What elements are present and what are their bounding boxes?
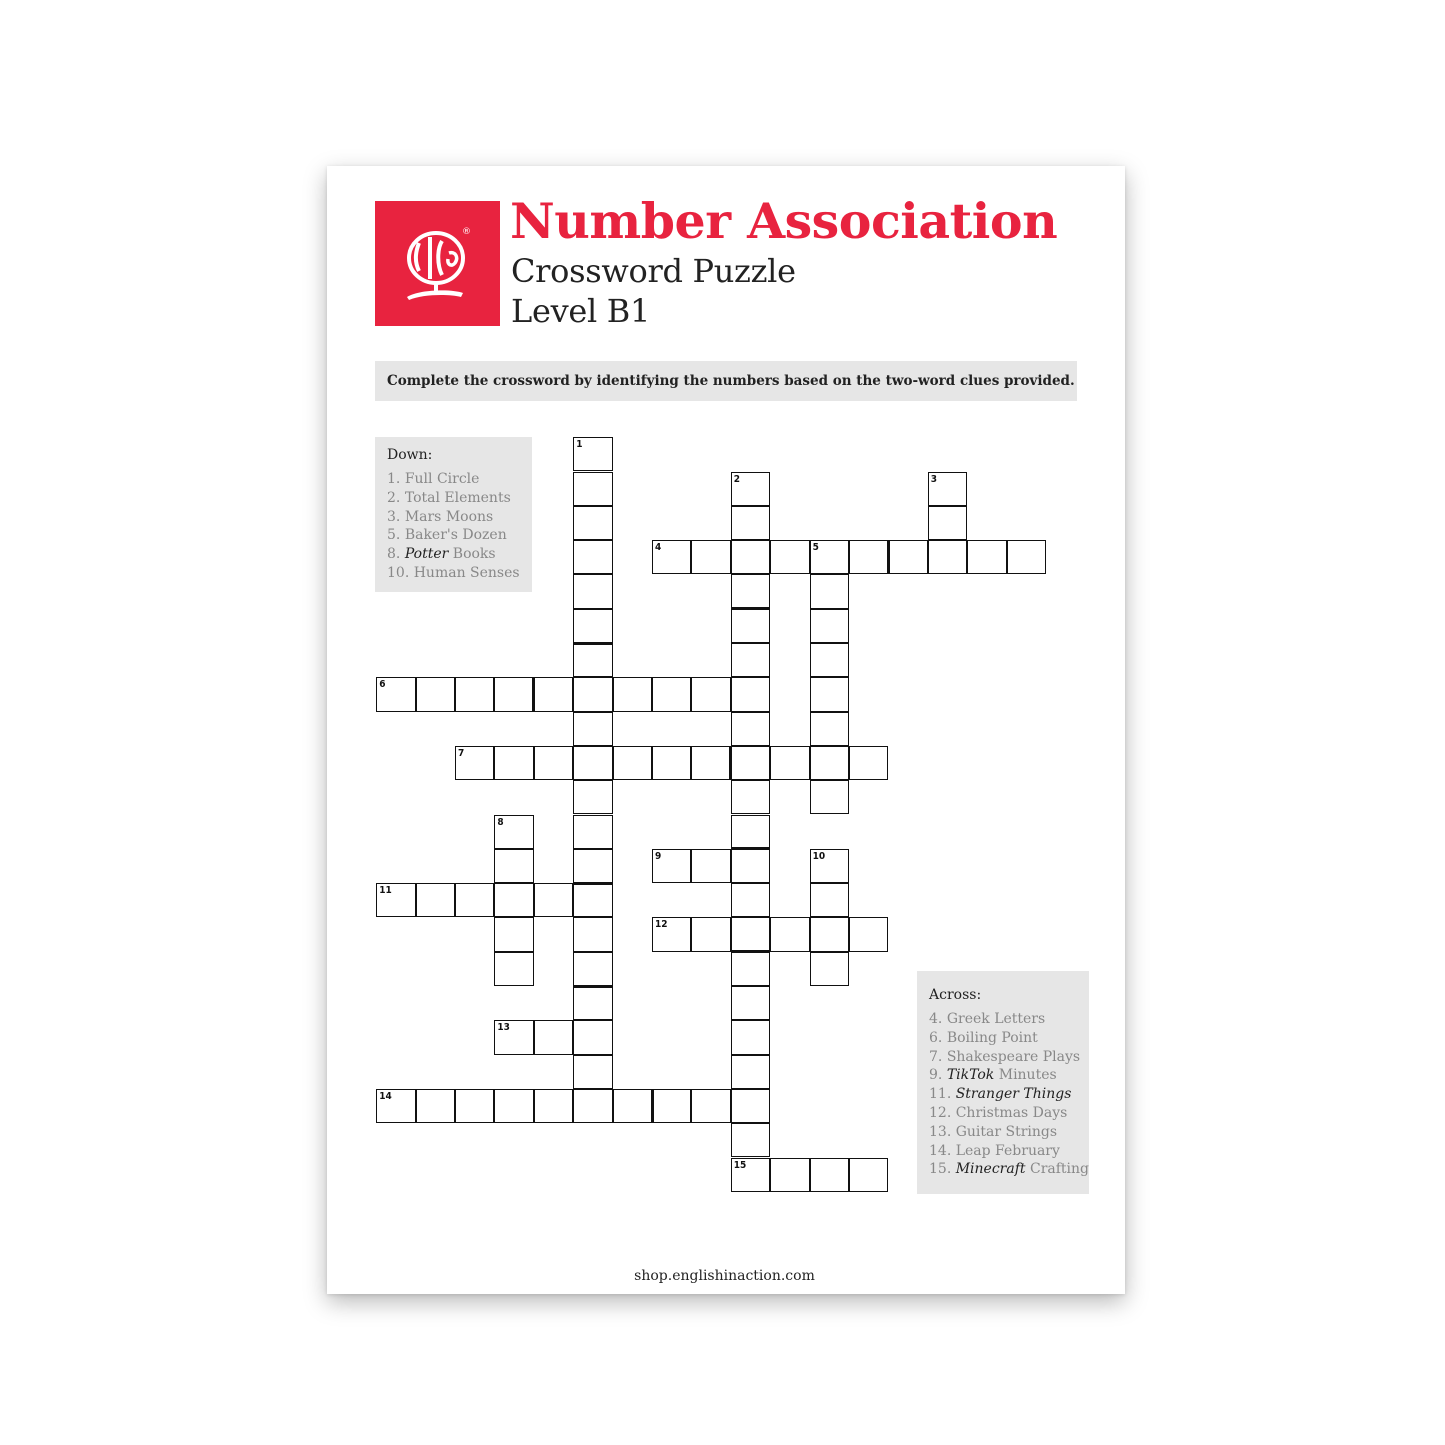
crossword-cell[interactable] xyxy=(731,1055,770,1089)
word-break-line xyxy=(573,985,612,988)
crossword-cell[interactable] xyxy=(573,986,612,1020)
crossword-cell[interactable] xyxy=(731,780,770,814)
clue-text: Boiling Point xyxy=(946,1029,1038,1046)
crossword-cell[interactable] xyxy=(691,540,730,574)
clue-number-label: 6 xyxy=(379,679,386,691)
clue-number: 8. xyxy=(387,546,405,563)
crossword-cell[interactable] xyxy=(494,1089,533,1123)
crossword-cell[interactable] xyxy=(731,1020,770,1054)
crossword-cell[interactable] xyxy=(652,677,691,711)
crossword-cell[interactable] xyxy=(494,917,533,951)
clue-number-label: 13 xyxy=(497,1022,510,1034)
crossword-cell[interactable] xyxy=(731,883,770,917)
crossword-cell[interactable] xyxy=(573,506,612,540)
clue-text: Greek Letters xyxy=(946,1011,1046,1027)
crossword-cell[interactable] xyxy=(494,746,533,780)
clue-number-label: 2 xyxy=(733,473,741,485)
clue-number: 10. xyxy=(387,564,414,581)
crossword-cell[interactable] xyxy=(849,540,888,574)
crossword-cell[interactable] xyxy=(967,540,1006,574)
crossword-cell[interactable] xyxy=(534,746,573,780)
clue-number: 13. xyxy=(929,1123,956,1140)
crossword-cell[interactable] xyxy=(1007,540,1046,574)
crossword-cell[interactable] xyxy=(849,917,888,951)
crossword-cell[interactable] xyxy=(928,472,967,506)
down-heading: Down: xyxy=(387,447,433,463)
word-break-line xyxy=(887,540,890,574)
crossword-cell[interactable] xyxy=(376,1089,415,1123)
clue-text: Christmas Days xyxy=(955,1104,1068,1121)
crossword-cell[interactable] xyxy=(573,815,612,849)
crossword-cell[interactable] xyxy=(494,677,533,711)
clue-number-label: 8 xyxy=(497,816,504,828)
crossword-cell[interactable] xyxy=(416,677,455,711)
clue-number: 3. xyxy=(387,508,405,525)
clue-number: 7. xyxy=(929,1048,947,1065)
crossword-cell[interactable] xyxy=(810,643,849,677)
crossword-cell[interactable] xyxy=(928,540,967,574)
crossword-cell[interactable] xyxy=(731,609,770,643)
crossword-cell[interactable] xyxy=(573,540,612,574)
footer-url: shop.englishinaction.com xyxy=(634,1268,815,1284)
crossword-cell[interactable] xyxy=(731,815,770,849)
clue-text: Shakespeare Plays xyxy=(946,1048,1081,1065)
crossword-cell[interactable] xyxy=(573,1020,612,1054)
crossword-cell[interactable] xyxy=(455,746,494,780)
crossword-cell[interactable] xyxy=(691,849,730,883)
clue-number-label: 1 xyxy=(576,439,583,451)
clue-title-italic: Potter xyxy=(404,546,449,563)
crossword-cell[interactable] xyxy=(652,849,691,883)
crossword-cell[interactable] xyxy=(770,540,809,574)
crossword-cell[interactable] xyxy=(613,746,652,780)
word-break-line xyxy=(532,677,535,711)
word-break-line xyxy=(731,607,770,610)
clue-text: Books xyxy=(448,546,496,563)
crossword-cell[interactable] xyxy=(573,712,612,746)
crossword-cell[interactable] xyxy=(810,677,849,711)
crossword-cell[interactable] xyxy=(928,506,967,540)
instructions-banner: Complete the crossword by identifying the numbers based on the two-word clues provided. xyxy=(375,361,1077,401)
clue-number-label: 12 xyxy=(655,919,668,931)
crossword-cell[interactable] xyxy=(376,677,415,711)
clue-text: Minutes xyxy=(994,1067,1057,1084)
clue-number-label: 10 xyxy=(812,850,826,862)
crossword-cell[interactable] xyxy=(731,849,770,883)
crossword-cell[interactable] xyxy=(573,677,612,711)
crossword-cell[interactable] xyxy=(731,574,770,608)
crossword-cell[interactable] xyxy=(731,917,770,951)
crossword-cell[interactable] xyxy=(573,574,612,608)
clue-number: 5. xyxy=(387,527,405,544)
crossword-cell[interactable] xyxy=(810,609,849,643)
clue-number-label: 15 xyxy=(733,1159,747,1171)
crossword-cell[interactable] xyxy=(494,849,533,883)
crossword-cell[interactable] xyxy=(534,1020,573,1054)
clue-number: 9. xyxy=(929,1067,947,1084)
subtitle-crossword: Crossword Puzzle xyxy=(511,252,796,290)
crossword-cell[interactable] xyxy=(573,1055,612,1089)
clue-text: Baker's Dozen xyxy=(404,527,507,544)
crossword-cell[interactable] xyxy=(810,883,849,917)
crossword-cell[interactable] xyxy=(652,917,691,951)
crossword-cell[interactable] xyxy=(613,1089,652,1123)
clue-text: Full Circle xyxy=(404,471,480,487)
crossword-cell[interactable] xyxy=(731,1123,770,1157)
crossword-cell[interactable] xyxy=(810,917,849,951)
crossword-cell[interactable] xyxy=(534,1089,573,1123)
crossword-cell[interactable] xyxy=(573,609,612,643)
clue-title-italic: TikTok xyxy=(946,1067,995,1084)
crossword-cell[interactable] xyxy=(731,712,770,746)
clue-text: Guitar Strings xyxy=(955,1123,1058,1140)
crossword-cell[interactable] xyxy=(849,746,888,780)
crossword-cell[interactable] xyxy=(810,1158,849,1192)
crossword-cell[interactable] xyxy=(494,952,533,986)
crossword-cell[interactable] xyxy=(810,952,849,986)
word-break-line xyxy=(731,950,770,953)
crossword-cell[interactable] xyxy=(573,917,612,951)
word-break-line xyxy=(729,746,732,780)
clue-text: Human Senses xyxy=(413,564,520,581)
word-break-line xyxy=(731,847,770,850)
clue-number: 11. xyxy=(929,1086,956,1103)
crossword-cell[interactable] xyxy=(731,472,770,506)
crossword-cell[interactable] xyxy=(810,849,849,883)
crossword-cell[interactable] xyxy=(810,540,849,574)
clue-text: Total Elements xyxy=(404,489,511,506)
crossword-cell[interactable] xyxy=(770,917,809,951)
crossword-cell[interactable] xyxy=(731,540,770,574)
crossword-cell[interactable] xyxy=(652,540,691,574)
crossword-cell[interactable] xyxy=(613,677,652,711)
clue-number-label: 3 xyxy=(930,473,938,485)
clue-number: 14. xyxy=(929,1142,956,1159)
across-heading: Across: xyxy=(929,987,982,1003)
crossword-cell[interactable] xyxy=(494,883,533,917)
clue-number-label: 5 xyxy=(812,542,819,554)
clue-number: 2. xyxy=(387,489,405,506)
crossword-cell[interactable] xyxy=(573,437,612,471)
crossword-cell[interactable] xyxy=(731,506,770,540)
crossword-cell[interactable] xyxy=(494,1020,533,1054)
crossword-cell[interactable] xyxy=(810,574,849,608)
clue-text: Mars Moons xyxy=(404,508,494,525)
crossword-cell[interactable] xyxy=(731,986,770,1020)
clue-number-label: 14 xyxy=(379,1090,392,1102)
crossword-cell[interactable] xyxy=(573,643,612,677)
crossword-cell[interactable] xyxy=(455,1089,494,1123)
crossword-cell[interactable] xyxy=(534,677,573,711)
crossword-cell[interactable] xyxy=(416,883,455,917)
crossword-cell[interactable] xyxy=(731,952,770,986)
crossword-cell[interactable] xyxy=(573,1089,612,1123)
crossword-cell[interactable] xyxy=(731,1089,770,1123)
clue-title-italic: Stranger Things xyxy=(955,1086,1072,1103)
clue-number-label: 9 xyxy=(655,850,662,862)
crossword-cell[interactable] xyxy=(731,746,770,780)
crossword-cell[interactable] xyxy=(573,746,612,780)
crossword-cell[interactable] xyxy=(691,1089,730,1123)
crossword-cell[interactable] xyxy=(731,1158,770,1192)
crossword-cell[interactable] xyxy=(455,677,494,711)
crossword-cell[interactable] xyxy=(573,883,612,917)
crossword-cell[interactable] xyxy=(691,746,730,780)
clue-number: 15. xyxy=(929,1161,956,1178)
word-break-line xyxy=(573,882,612,885)
crossword-cell[interactable] xyxy=(691,677,730,711)
word-break-line xyxy=(573,642,612,645)
clue-title-italic: Minecraft xyxy=(955,1161,1026,1178)
crossword-cell[interactable] xyxy=(731,643,770,677)
crossword-cell[interactable] xyxy=(770,1158,809,1192)
clue-number-label: 7 xyxy=(458,747,465,759)
clue-number: 12. xyxy=(929,1104,956,1121)
page-title: Number Association xyxy=(510,192,1058,250)
clue-number-label: 4 xyxy=(655,542,662,554)
crossword-cell[interactable] xyxy=(573,780,612,814)
crossword-cell[interactable] xyxy=(573,472,612,506)
crossword-cell[interactable] xyxy=(888,540,927,574)
crossword-cell[interactable] xyxy=(455,883,494,917)
crossword-cell[interactable] xyxy=(376,883,415,917)
crossword-cell[interactable] xyxy=(534,883,573,917)
clue-number-label: 11 xyxy=(379,885,392,897)
word-break-line xyxy=(651,1089,654,1123)
clue-number: 6. xyxy=(929,1029,947,1046)
svg-text:®: ® xyxy=(462,227,471,237)
clue-number: 4. xyxy=(929,1011,947,1027)
crossword-cell[interactable] xyxy=(810,746,849,780)
subtitle-level: Level B1 xyxy=(511,292,651,330)
crossword-cell[interactable] xyxy=(810,712,849,746)
crossword-cell[interactable] xyxy=(691,917,730,951)
clue-number: 1. xyxy=(387,471,405,487)
crossword-cell[interactable] xyxy=(652,746,691,780)
clue-text: Leap February xyxy=(955,1142,1060,1159)
crossword-cell[interactable] xyxy=(652,1089,691,1123)
crossword-cell[interactable] xyxy=(573,952,612,986)
crossword-cell[interactable] xyxy=(416,1089,455,1123)
crossword-cell[interactable] xyxy=(849,1158,888,1192)
crossword-cell[interactable] xyxy=(494,815,533,849)
clue-text: Crafting xyxy=(1025,1161,1089,1178)
crossword-cell[interactable] xyxy=(770,746,809,780)
crossword-cell[interactable] xyxy=(573,849,612,883)
crossword-cell[interactable] xyxy=(810,780,849,814)
crossword-cell[interactable] xyxy=(731,677,770,711)
